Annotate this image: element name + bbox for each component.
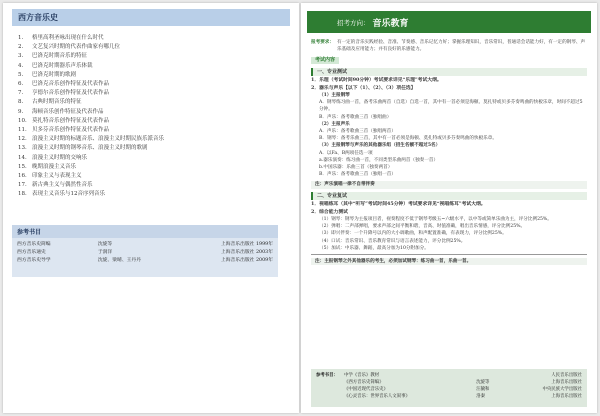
toc-item-text: 晚期浪漫主义音乐 — [32, 163, 77, 170]
reference-cell: 上海音乐出版社 — [551, 380, 582, 385]
reference-cell: 汪毓和 — [476, 387, 490, 392]
toc-item — [18, 172, 268, 181]
toc-item-text: 表现主义音乐与12音序列音乐 — [32, 191, 105, 198]
toc-item-text: 巴洛克时期器乐声乐体裁 — [32, 62, 93, 69]
content-line: （2）弹唱：二声部弹唱，要求声部之间平衡和谐，音高、时值准确，唱出音乐情感，评分比例25%。 — [319, 224, 526, 230]
reference-row — [12, 241, 278, 249]
toc-item-number: 11. — [18, 127, 27, 134]
section-heading-1: 一、专业测试 — [311, 68, 587, 76]
reference-spacer — [316, 386, 344, 393]
toc-item-text: 贝多芬音乐创作特征及代表作品 — [32, 127, 110, 134]
reference-cell: 《心灵音乐：世界音乐人文叙事》 — [344, 394, 410, 399]
toc-item-text: 浪漫主义时期的标题音乐、浪漫主义时期民族乐派音乐 — [32, 136, 165, 143]
requirements-label: 报考要求： — [311, 40, 334, 45]
content-line: A．以Fa、B两项任选一项 — [319, 150, 373, 156]
toc-item — [18, 98, 268, 107]
toc-item-number: 17. — [18, 182, 27, 189]
content-line: B．声乐：备考歌曲三首（独唱一首） — [319, 172, 396, 178]
reference-cell: 沈旋等 — [97, 242, 113, 247]
right-page — [301, 3, 597, 413]
toc-item-text: 巴洛克时期的歌剧 — [32, 71, 77, 78]
content-line: （4）口试：音乐常识、音乐教育常识与语言表述能力，评分比例25%。 — [319, 238, 466, 244]
item-sight-singing: 1．视唱练耳（其中“听写”考试时间45分钟）考试要求详见“视唱练耳”考试大纲。 — [311, 200, 486, 207]
toc-item — [18, 80, 268, 89]
content-line: B．钢琴：备考乐曲三首，其中有一首必须是海顿、莫扎特或贝多芬奏鸣曲的快板乐章。 — [319, 136, 497, 142]
reference-row — [316, 386, 582, 393]
reference-cell: 上海音乐出版社 2003年 — [220, 250, 273, 255]
toc-item — [18, 108, 268, 117]
toc-item-text: 新古典主义与偶然性音乐 — [32, 182, 93, 189]
toc-item-number: 10. — [18, 117, 27, 124]
left-references-box — [12, 225, 278, 277]
toc-item-text: 古典时期音乐的特征 — [32, 99, 82, 106]
content-line: （1）钢琴：钢琴为主报项目者，视奏程度不低于钢琴考级五~六级水平，以中等或简单乐曲为主，评分比例25%。 — [319, 217, 552, 223]
reference-row — [12, 249, 278, 257]
requirements-block — [311, 39, 587, 53]
banner-title: 音乐教育 — [372, 18, 409, 29]
reference-cell: 中央民族大学出版社 — [542, 387, 582, 392]
left-page-header: 西方音乐史 — [12, 9, 290, 26]
toc-item-text: 巴洛克音乐创作特征及代表作品 — [32, 81, 110, 88]
toc-item-number: 2. — [18, 44, 24, 51]
right-page-banner — [307, 11, 591, 33]
content-line: B．声乐：备考歌曲三首（独唱曲） — [319, 114, 392, 120]
toc-item — [18, 135, 268, 144]
toc-item-text: 格里高利圣咏出现在什么时代 — [32, 35, 104, 41]
reference-spacer — [316, 379, 344, 386]
reference-cell: 于润洋 — [97, 250, 113, 255]
toc-item-text: 浪漫主义时期的钢琴音乐、浪漫主义时期的歌剧 — [32, 145, 148, 152]
right-content — [301, 33, 597, 265]
toc-item-text: 莫扎特音乐创作特征及代表作品 — [32, 117, 110, 124]
reference-row — [316, 372, 582, 379]
banner-prefix: 招考方向： — [337, 18, 370, 27]
option-2-lines — [311, 128, 587, 142]
references-title: 参考书目： — [316, 373, 338, 378]
toc-item — [18, 71, 268, 80]
item-instrument-voice: 2．器乐与声乐【以下（1）、（2）、（3）项任选】 — [311, 84, 416, 91]
content-line: （5）加试：中乐器、舞蹈，最高分加为10分附加分。 — [319, 245, 429, 251]
reference-cell: 西方音乐通史 — [17, 250, 46, 255]
toc-item-number: 13. — [18, 145, 27, 152]
toc-item-number: 6. — [18, 81, 24, 88]
right-references-box — [311, 369, 587, 407]
reference-cell: 中学《音乐》教材 — [344, 373, 380, 378]
toc-item-number: 16. — [18, 173, 27, 180]
reference-cell: 上海音乐出版社 — [551, 394, 582, 399]
toc-list — [18, 34, 268, 200]
content-line: A．钢琴练习曲一首，备考乐曲两首（自选）自选一首，其中有一首必须是海顿、莫扎特或贝多芬奏鸣曲的快板乐章，时间不超过5分钟。 — [319, 100, 583, 113]
reference-row — [316, 379, 582, 386]
toc-item-number: 14. — [18, 154, 27, 161]
reference-cell: 《中国近现代音乐史》 — [344, 387, 388, 392]
toc-item — [18, 43, 268, 52]
toc-item-number: 7. — [18, 90, 24, 97]
note-1: 注：声乐演唱一律不自带伴奏 — [311, 181, 587, 188]
toc-item-number: 4. — [18, 62, 24, 69]
section-heading-2: 二、专业复试 — [311, 192, 587, 200]
toc-item — [18, 89, 268, 98]
requirements-text: 有一定的音乐实践经验、音准、节奏感、音乐记忆力好；掌握乐理知识，音乐常识，普通话会话能力好，有一定的钢琴、声乐基础及应用能力；并有良好的乐感能力。 — [336, 40, 586, 53]
toc-item-number: 9. — [18, 108, 24, 115]
toc-item-text: 亨德尔音乐创作特征及代表作品 — [32, 90, 110, 97]
left-page — [3, 3, 299, 413]
toc-item-number: 3. — [18, 53, 24, 60]
content-tag: 考试内容 — [311, 57, 339, 64]
toc-item-text: 印象主义与表现主义 — [32, 173, 82, 180]
toc-item-text: 文艺复兴时期的代表作曲家有哪几位 — [32, 44, 121, 51]
toc-item-number: 8. — [18, 99, 24, 106]
reference-cell: 洛秦 — [476, 394, 485, 399]
reference-cell: 上海音乐出版社 2009年 — [220, 258, 273, 263]
reference-row — [12, 257, 278, 265]
toc-item — [18, 190, 268, 199]
item-comprehensive-test: 2．综合能力测试 — [311, 208, 348, 215]
comprehensive-test-lines — [311, 216, 587, 252]
option-1-lines — [311, 99, 587, 121]
toc-item — [18, 117, 268, 126]
left-references-table — [12, 241, 278, 265]
toc-item — [18, 181, 268, 190]
toc-item-text: 巴洛克时期音乐的特征 — [32, 53, 88, 60]
option-2-heading: （2）主报声乐 — [319, 121, 350, 127]
reference-cell: 沈旋、梁晴、王丹丹 — [97, 258, 142, 263]
toc-item — [18, 62, 268, 71]
toc-item-text: 海顿音乐创作特征及代表作品 — [32, 108, 104, 115]
reference-cell: 沈旋等 — [476, 380, 490, 385]
toc-item — [18, 34, 268, 43]
content-line: a.器乐演奏：练习曲一首，不同类型乐曲两首（独奏一首） — [319, 157, 439, 163]
toc-item-text: 浪漫主义时期的交响乐 — [32, 154, 88, 161]
item-music-theory: 1．乐理（考试时间90分钟）考试要求详见“乐理”考试大纲。 — [311, 76, 442, 83]
toc-item — [18, 126, 268, 135]
toc-item-number: 15. — [18, 163, 27, 170]
left-references-title: 参考书目 — [12, 225, 278, 238]
option-1-heading: （1）主报钢琴 — [319, 93, 350, 99]
toc-item-number: 5. — [18, 71, 24, 78]
toc-item-number: 1. — [18, 35, 24, 41]
right-references-table — [316, 372, 582, 400]
content-line: b.中国乐器：乐曲三首（独奏两首） — [319, 165, 393, 171]
option-3-heading: （3）主报钢琴与声乐的其他器乐组（招生名额不超过5名） — [319, 143, 441, 149]
content-line: （3）即兴伴奏：一个升降号以内的大小调歌曲，和声配置准确，有表现力，评分比例25%。 — [319, 231, 507, 237]
toc-item — [18, 144, 268, 153]
toc-item-number: 12. — [18, 136, 27, 143]
reference-cell: 西方音乐史简编 — [17, 242, 51, 247]
content-line: A．声乐：备考歌曲三首（独唱两首） — [319, 129, 396, 135]
toc-item — [18, 52, 268, 61]
reference-spacer — [316, 393, 344, 400]
divider — [311, 254, 587, 255]
toc-item — [18, 163, 268, 172]
reference-cell: 《西方音乐史简编》 — [344, 380, 384, 385]
reference-cell: 人民音乐出版社 — [551, 373, 582, 378]
reference-row — [316, 393, 582, 400]
toc-item-number: 18. — [18, 191, 27, 198]
toc-item — [18, 154, 268, 163]
reference-cell: 西方音乐史导学 — [17, 258, 51, 263]
reference-cell — [476, 372, 502, 379]
option-3-lines — [311, 150, 587, 179]
note-2: 注：主报钢琴之外其他器乐的考生，必须加试钢琴：练习曲一首，乐曲一首。 — [311, 258, 587, 265]
reference-cell: 上海音乐出版社 1999年 — [220, 242, 273, 247]
